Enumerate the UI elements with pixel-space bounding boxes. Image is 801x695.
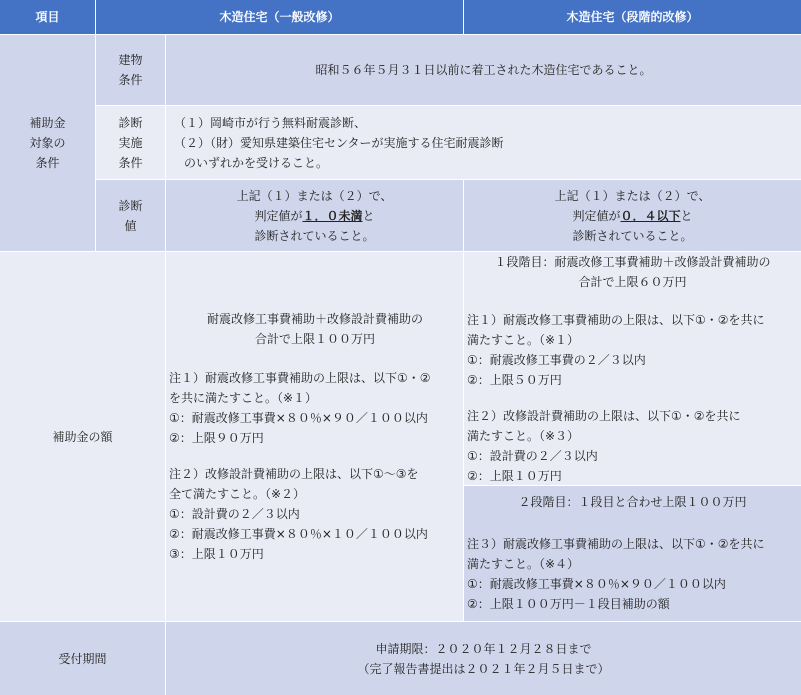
period-line-2: （完了報告書提出は２０２１年２月５日まで） (357, 661, 610, 676)
amount-label (0, 252, 166, 622)
value-staged-prefix: 判定値が (572, 208, 621, 223)
stage2-note3-line-1: 注３）耐震改修工事費補助の上限は、以下①・②を共に (467, 537, 765, 551)
amount-general-head-1: 耐震改修工事費補助＋改修設計費補助の (206, 312, 423, 326)
value-label-line-2: 値 (124, 218, 137, 233)
value-general-suffix: と (362, 208, 375, 223)
diagnosis-condition-label (96, 106, 166, 180)
period-label-text: 受付期間 (58, 651, 107, 666)
stage1-note2-line-1: 注２）改修設計費補助の上限は、以下①・②を共に (467, 409, 741, 423)
stage2-note3 (467, 534, 765, 614)
building-condition-label (96, 35, 166, 106)
conditions-group-line-3: 条件 (35, 156, 60, 170)
value-label-line-1: 診断 (118, 198, 143, 213)
stage2-note3-line-2: 満たすこと。（※４） (467, 557, 580, 571)
stage2-note3-line-3: ①：耐震改修工事費×８０％×９０／１００以内 (467, 577, 726, 591)
amount-general-note2 (169, 464, 428, 564)
amount-general-head-2: 合計で上限１００万円 (254, 332, 375, 346)
stage1-note2-line-4: ②：上限１０万円 (467, 469, 562, 483)
building-condition-value: 昭和５６年５月３１日以前に着工された木造住宅であること。 (315, 63, 652, 77)
diagnosis-line-1: （１）岡崎市が行う無料耐震診断、 (174, 116, 367, 130)
amount-staged-stage2 (464, 486, 801, 622)
stage1-note1-line-4: ②：上限５０万円 (467, 373, 562, 387)
stage1-note1-line-1: 注１）耐震改修工事費補助の上限は、以下①・②を共に (467, 313, 765, 327)
value-staged-threshold: ０．４以下 (620, 208, 681, 223)
diagnosis-label-line-2: 実施 (118, 135, 143, 150)
general-note1-line-4: ②：上限９０万円 (169, 431, 264, 445)
stage1-note1-line-3: ①：耐震改修工事費の２／３以内 (467, 353, 646, 367)
amount-label-text: 補助金の額 (52, 429, 113, 444)
conditions-group-label (0, 35, 96, 252)
general-note2-line-4: ②：耐震改修工事費×８０％×１０／１００以内 (169, 527, 428, 541)
conditions-group-line-2: 対象の (29, 136, 66, 150)
conditions-group-line-1: 補助金 (29, 116, 66, 130)
header-item-label: 項目 (35, 10, 60, 24)
value-general-threshold: １．０未満 (302, 208, 363, 223)
stage1-head (464, 252, 801, 292)
general-note1-line-3: ①：耐震改修工事費×８０％×９０／１００以内 (169, 411, 428, 425)
amount-general (166, 252, 464, 622)
diagnosis-label-line-1: 診断 (118, 115, 143, 130)
general-note2-line-1: 注２）改修設計費補助の上限は、以下①～③を (169, 467, 419, 481)
general-note2-line-5: ③：上限１０万円 (169, 547, 264, 561)
amount-general-head (166, 309, 464, 349)
general-note1-line-2: を共に満たすこと。（※１） (169, 391, 318, 405)
header-staged (464, 0, 801, 35)
building-label-line-1: 建物 (118, 53, 143, 67)
stage1-note1-line-2: 満たすこと。（※１） (467, 333, 580, 347)
stage2-head (464, 492, 801, 512)
stage1-head-2: 合計で上限６０万円 (578, 275, 687, 289)
general-note2-line-3: ①：設計費の２／３以内 (169, 507, 300, 521)
stage2-head-text: ２段階目：１段目と合わせ上限１００万円 (518, 495, 747, 509)
period-line-1: 申請期限：２０２０年１２月２８日まで (375, 641, 592, 656)
stage1-note2 (467, 406, 741, 486)
header-staged-label: 木造住宅（段階的改修） (566, 10, 699, 24)
general-note1-line-1: 注１）耐震改修工事費補助の上限は、以下①・② (169, 371, 431, 385)
value-general-line-3: 診断されていること。 (254, 228, 375, 243)
diagnosis-line-2: （２）（財）愛知県建築住宅センターが実施する住宅耐震診断 (174, 136, 504, 150)
stage2-note3-line-4: ②：上限１００万円－１段目補助の額 (467, 597, 670, 611)
value-general-prefix: 判定値が (254, 208, 303, 223)
header-general-label: 木造住宅（一般改修） (219, 10, 340, 24)
stage1-head-1: １段階目：耐震改修工事費補助＋改修設計費補助の (494, 255, 771, 269)
diagnosis-value-staged (464, 180, 801, 252)
period-text (166, 622, 801, 695)
period-label (0, 622, 166, 695)
value-staged-line-3: 診断されていること。 (572, 228, 693, 243)
diagnosis-value-general (166, 180, 464, 252)
header-general (96, 0, 464, 35)
value-staged-line-2 (572, 206, 692, 226)
amount-staged-stage1 (464, 252, 801, 486)
amount-general-note1 (169, 368, 431, 448)
building-label-line-2: 条件 (118, 73, 143, 87)
building-condition-text (166, 35, 801, 106)
value-general-line-1: 上記（１）または（２）で、 (236, 188, 393, 203)
stage1-note2-line-3: ①：設計費の２／３以内 (467, 449, 598, 463)
header-item (0, 0, 96, 35)
diagnosis-condition-text (166, 106, 801, 180)
value-general-line-2 (254, 206, 374, 226)
stage1-note2-line-2: 満たすこと。（※３） (467, 429, 580, 443)
diagnosis-line-3: のいずれかを受けること。 (184, 156, 329, 170)
general-note2-line-2: 全て満たすこと。（※２） (169, 487, 306, 501)
value-staged-suffix: と (680, 208, 693, 223)
value-staged-line-1: 上記（１）または（２）で、 (554, 188, 711, 203)
diagnosis-value-label (96, 180, 166, 252)
diagnosis-label-line-3: 条件 (118, 155, 143, 170)
stage1-note1 (467, 310, 765, 390)
